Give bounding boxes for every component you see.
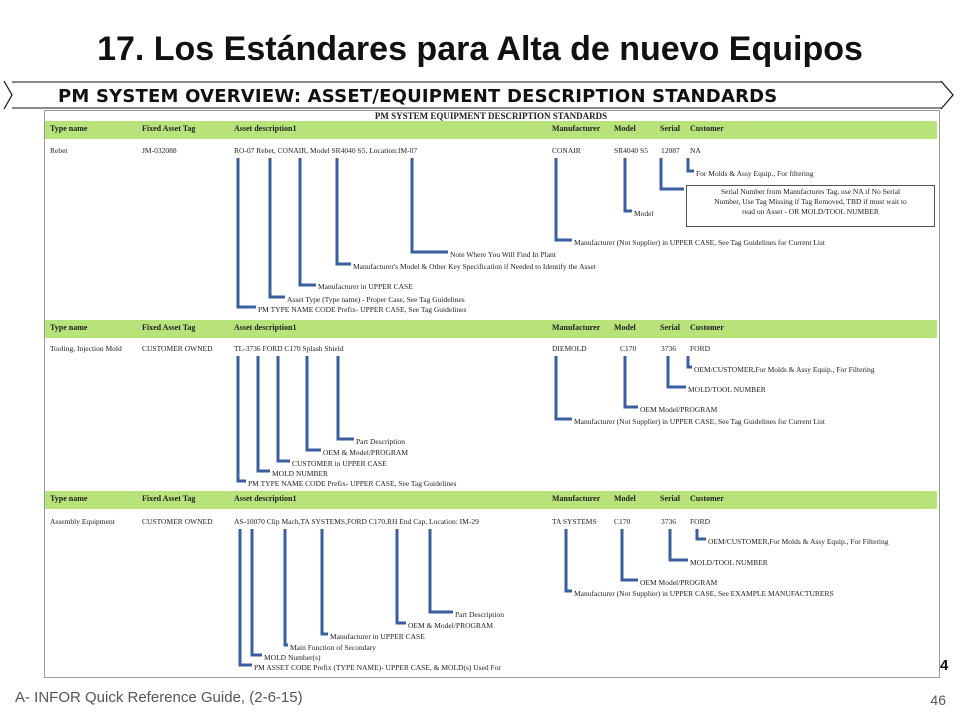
note-mold: MOLD Number(s) (264, 653, 321, 662)
note-prefix: PM TYPE NAME CODE Prefix- UPPER CASE, See Tag Guidelines (258, 305, 467, 314)
note-manufacturer: Manufacturer (Not Supplier) in UPPER CASE, See Tag Guidelines for Current List (574, 238, 825, 247)
header-customer: Customer (690, 124, 724, 133)
row-manufacturer: TA SYSTEMS (552, 517, 597, 526)
header-asset-tag: Fixed Asset Tag (142, 323, 196, 332)
row-model: C170 (614, 517, 631, 526)
note-function: Main Function of Secondary (290, 643, 377, 652)
header-description: Asset description1 (234, 323, 297, 332)
header-manufacturer: Manufacturer (552, 494, 601, 503)
note-mold: MOLD NUMBER (272, 469, 329, 478)
note-asset-type: Asset Type (Type name) - Proper Case, See Tag Guidelines (287, 295, 465, 304)
row-type-name: Tooling, Injection Mold (50, 344, 122, 353)
sheet-title: PM SYSTEM EQUIPMENT DESCRIPTION STANDARDS (374, 111, 608, 121)
note-serial-line: Serial Number from Manufactures Tag, use NA if No Serial (720, 187, 901, 196)
row-manufacturer: DIEMOLD (552, 344, 587, 353)
header-customer: Customer (690, 323, 724, 332)
header-serial: Serial (660, 124, 680, 133)
header-asset-tag: Fixed Asset Tag (142, 494, 196, 503)
header-manufacturer: Manufacturer (552, 323, 601, 332)
header-model: Model (614, 494, 636, 503)
note-serial: MOLD/TOOL NUMBER (690, 558, 768, 567)
header-serial: Serial (660, 494, 680, 503)
note-location: Note Where You Will Find In Plant (450, 250, 556, 259)
row-serial: 12087 (661, 146, 680, 155)
note-model: OEM Model/PROGRAM (640, 405, 718, 414)
note-oem: OEM & Model/PROGRAM (408, 621, 494, 630)
header-type-name: Type name (50, 323, 88, 332)
note-customer: OEM/CUSTOMER,For Molds & Assy Equip., For Filtering (694, 365, 875, 374)
header-serial: Serial (660, 323, 680, 332)
slide-title: 17. Los Estándares para Alta de nuevo Equipos (97, 30, 863, 68)
row-customer: FORD (690, 517, 711, 526)
note-desc-manufacturer: Manufacturer in UPPER CASE (330, 632, 425, 641)
note-customer-case: CUSTOMER in UPPER CASE (292, 459, 387, 468)
note-prefix: PM TYPE NAME CODE Prefix- UPPER CASE, See Tag Guidelines (248, 479, 457, 488)
row-asset-tag: JM-032088 (142, 146, 177, 155)
row-description: RO-07 Rebet, CONAIR, Model SR4040 S5, Location:IM-07 (234, 146, 418, 155)
header-description: Asset description1 (234, 124, 297, 133)
note-model: OEM Model/PROGRAM (640, 578, 718, 587)
header-model: Model (614, 323, 636, 332)
note-serial-line: read on Asset - OR MOLD/TOOL NUMBER (742, 207, 879, 216)
note-customer: For Molds & Assy Equip., For filtering (696, 169, 814, 178)
row-description: TL-3736 FORD C170 Splash Shield (234, 344, 344, 353)
header-manufacturer: Manufacturer (552, 124, 601, 133)
banner-title: PM SYSTEM OVERVIEW: ASSET/EQUIPMENT DESCRIPTION STANDARDS (58, 86, 778, 107)
row-type-name: Assembly Equipment (50, 517, 115, 526)
header-type-name: Type name (50, 124, 88, 133)
image-page-number: 4 (940, 657, 949, 674)
row-model: SR4040 S5 (614, 146, 648, 155)
row-serial: 3736 (661, 344, 676, 353)
note-serial-line: Number, Use Tag Missing if Tag Removed, TBD if must wait to (714, 197, 907, 206)
row-serial: 3736 (661, 517, 676, 526)
note-model-spec: Manufacturer's Model & Other Key Specification if Needed to Identify the Asset (353, 262, 596, 271)
note-prefix: PM ASSET CODE Prefix (TYPE NAME)- UPPER CASE, & MOLD(s) Used For (254, 663, 501, 672)
header-model: Model (614, 124, 636, 133)
row-model: C170 (620, 344, 637, 353)
note-part: Part Description (356, 437, 405, 446)
note-customer: OEM/CUSTOMER,For Molds & Assy Equip., For Filtering (708, 537, 889, 546)
row-asset-tag: CUSTOMER OWNED (142, 517, 213, 526)
note-serial: MOLD/TOOL NUMBER (688, 385, 766, 394)
note-desc-manufacturer: Manufacturer in UPPER CASE (318, 282, 413, 291)
header-description: Asset description1 (234, 494, 297, 503)
header-asset-tag: Fixed Asset Tag (142, 124, 196, 133)
row-customer: NA (690, 146, 701, 155)
slide-number: 46 (930, 692, 946, 708)
row-customer: FORD (690, 344, 711, 353)
row-manufacturer: CONAIR (552, 146, 581, 155)
footer-source: A- INFOR Quick Reference Guide, (2-6-15) (15, 689, 303, 706)
header-type-name: Type name (50, 494, 88, 503)
note-manufacturer: Manufacturer (Not Supplier) in UPPER CASE, See EXAMPLE MANUFACTURERS (574, 589, 834, 598)
row-asset-tag: CUSTOMER OWNED (142, 344, 213, 353)
row-description: AS-10070 Clip Mach,TA SYSTEMS,FORD C170,RH End Cap, Location: IM-29 (234, 517, 479, 526)
row-type-name: Rebet (50, 146, 68, 155)
header-customer: Customer (690, 494, 724, 503)
note-oem: OEM & Model/PROGRAM (323, 448, 409, 457)
note-model: Model (634, 209, 654, 218)
note-part: Part Description (455, 610, 504, 619)
note-manufacturer: Manufacturer (Not Supplier) in UPPER CASE, See Tag Guidelines for Current List (574, 417, 825, 426)
